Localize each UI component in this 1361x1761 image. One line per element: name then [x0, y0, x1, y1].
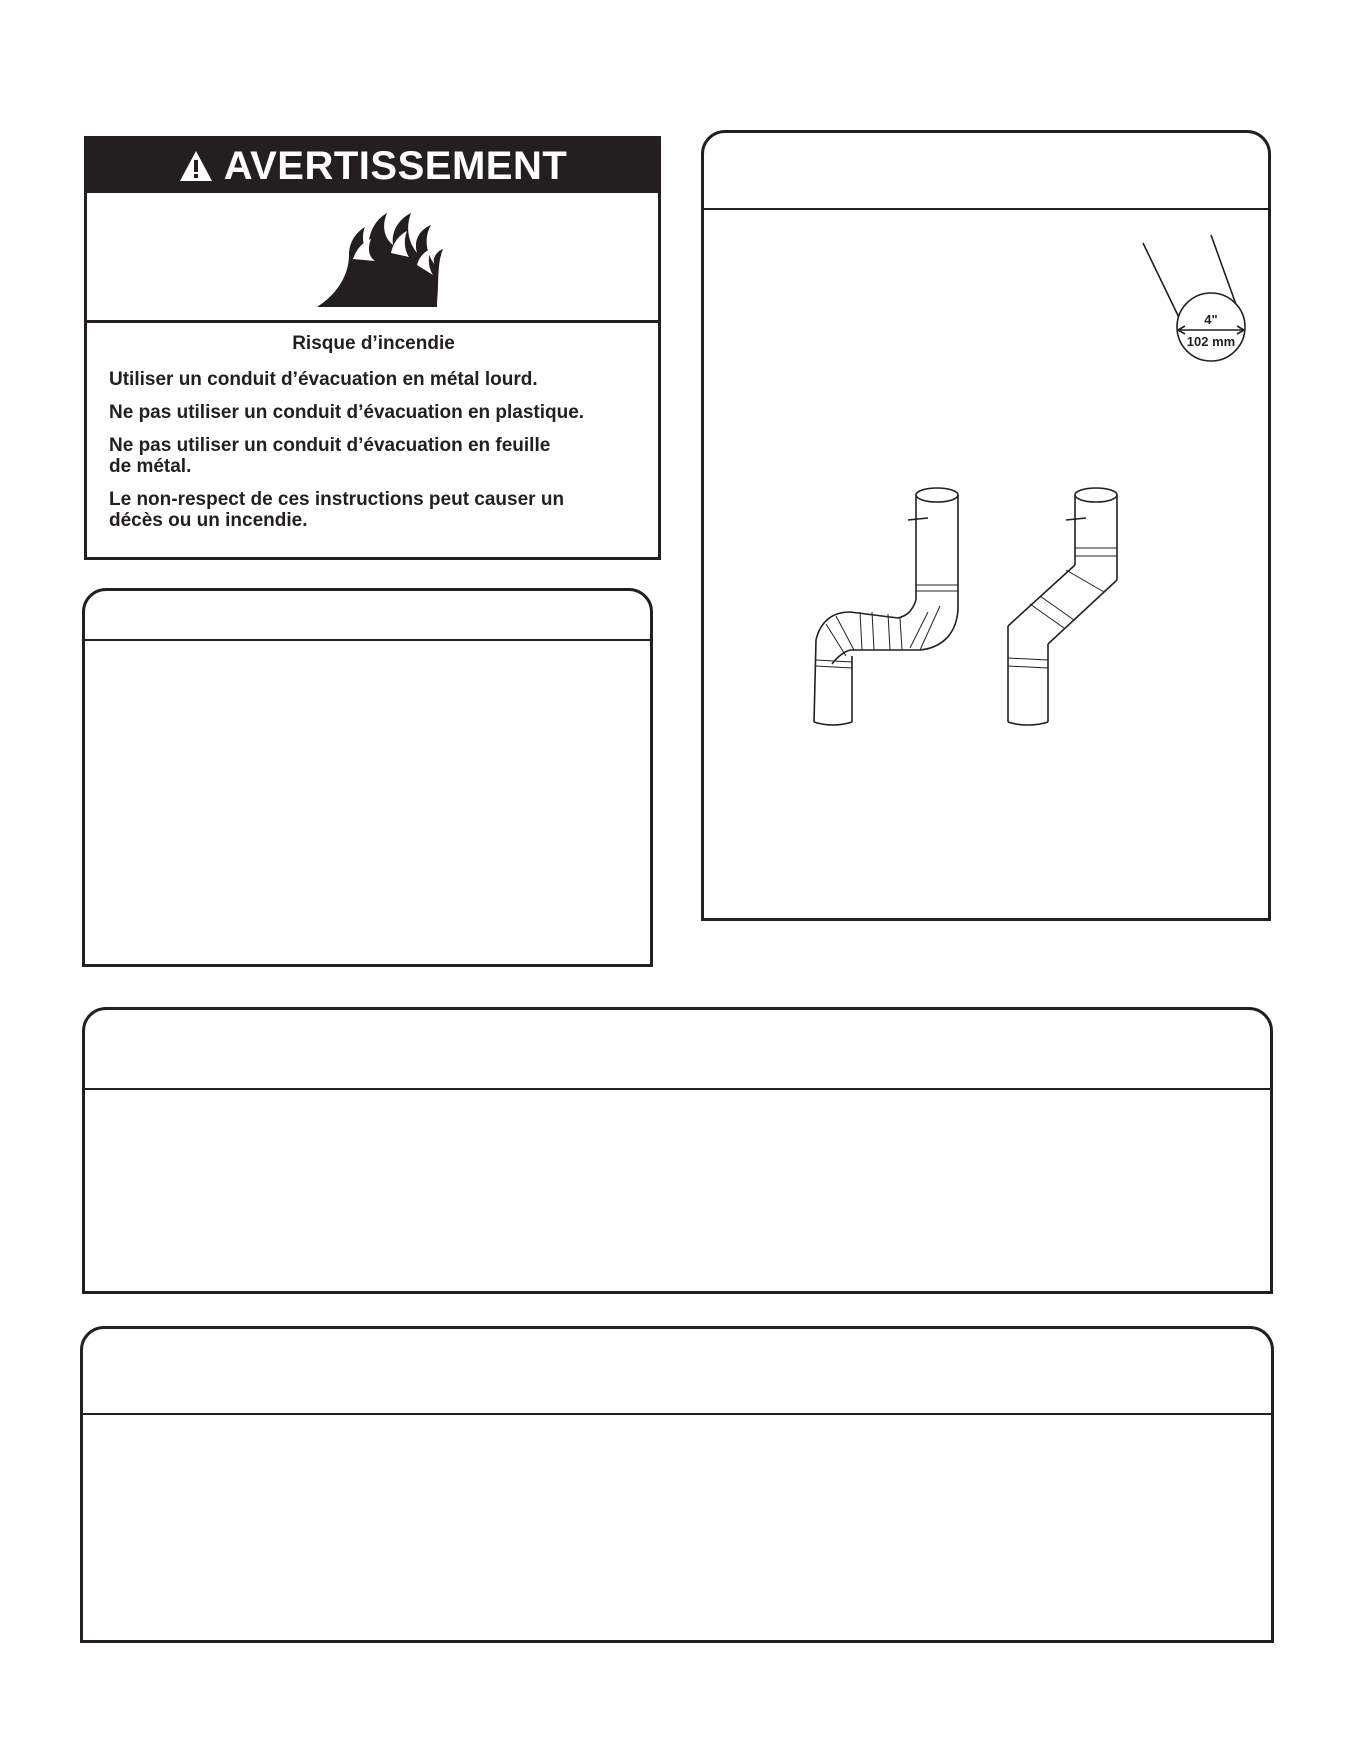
duct-elbow-figure-right	[1008, 488, 1117, 725]
warning-title: AVERTISSEMENT	[223, 143, 568, 188]
diameter-mm-label: 102 mm	[1186, 334, 1236, 349]
duct-elbow-figure-left	[814, 488, 958, 725]
warning-line: Utiliser un conduit d’évacuation en métal lourd.	[109, 369, 538, 390]
warning-line: Le non-respect de ces instructions peut causer un décès ou un incendie.	[109, 489, 565, 531]
warning-line: Ne pas utiliser un conduit d’évacuation en plastique.	[109, 402, 585, 423]
diameter-inches-label: 4"	[1204, 312, 1218, 327]
warning-line: Ne pas utiliser un conduit d’évacuation en feuille de métal.	[109, 435, 551, 477]
risk-title: Risque d’incendie	[292, 333, 455, 354]
